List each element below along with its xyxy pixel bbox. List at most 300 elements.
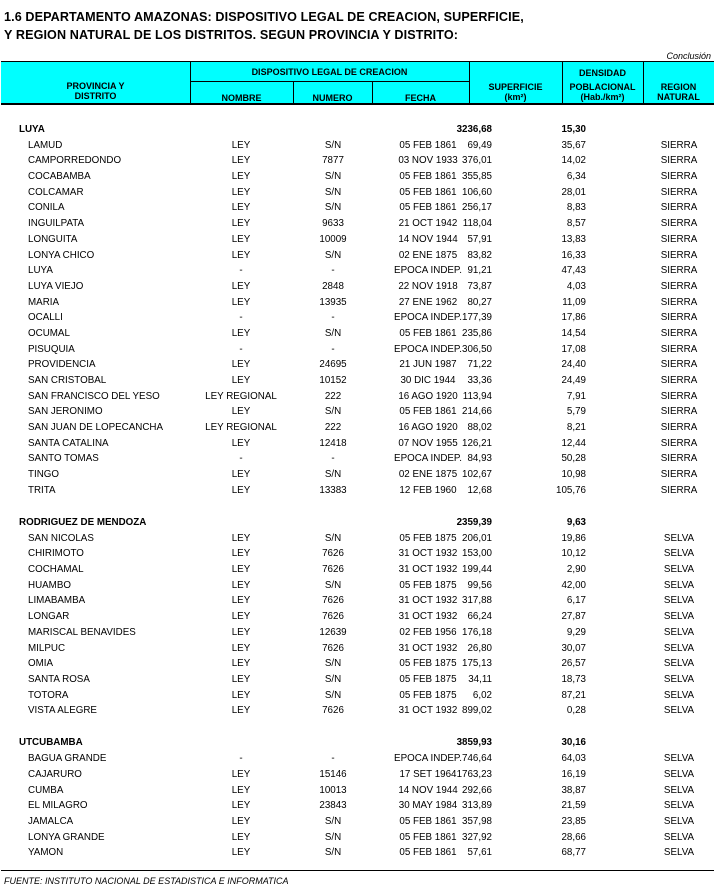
- dispositivo-numero: 24695: [319, 359, 347, 371]
- superficie-value: 153,00: [462, 548, 492, 560]
- dispositivo-fecha: 05 FEB 1861: [399, 171, 457, 183]
- superficie-value: 177,39: [462, 312, 492, 324]
- table-row: [0, 216, 717, 232]
- dispositivo-nombre: LEY: [231, 847, 251, 859]
- district-name: SANTA CATALINA: [28, 437, 109, 449]
- district-name: HUAMBO: [28, 579, 72, 591]
- region-value: SELVA: [663, 784, 695, 796]
- densidad-value: 28,66: [561, 831, 586, 843]
- dispositivo-nombre: LEY: [231, 831, 251, 843]
- densidad-value: 5,79: [566, 406, 586, 418]
- dispositivo-fecha: EPOCA INDEP.: [394, 265, 462, 277]
- densidad-value: 23,85: [561, 815, 586, 827]
- district-name: LONYA GRANDE: [28, 831, 105, 843]
- dispositivo-fecha: 31 OCT 1932: [398, 548, 458, 560]
- dispositivo-nombre: LEY: [231, 626, 251, 638]
- dispositivo-numero: 13383: [319, 484, 347, 496]
- densidad-value: 47,43: [561, 265, 586, 277]
- dispositivo-fecha: 14 NOV 1944: [398, 233, 458, 245]
- source-footer: FUENTE: INSTITUTO NACIONAL DE ESTADISTICA E INFORMATICA: [4, 876, 289, 886]
- dispositivo-nombre: LEY: [231, 375, 251, 386]
- densidad-value: 18,73: [561, 673, 586, 685]
- dispositivo-numero: S/N: [324, 406, 342, 418]
- dispositivo-nombre: LEY: [231, 579, 251, 591]
- dispositivo-nombre: LEY: [231, 800, 251, 812]
- densidad-value: 8,57: [566, 218, 586, 230]
- table-row: [0, 641, 717, 657]
- densidad-value: 12,44: [561, 437, 586, 449]
- table-row: [0, 138, 717, 154]
- district-name: CUMBA: [28, 784, 64, 796]
- table-row: [0, 625, 717, 641]
- densidad-value: 87,21: [561, 689, 586, 701]
- dispositivo-numero: S/N: [324, 469, 342, 481]
- superficie-value: 317,88: [462, 595, 492, 607]
- table-row: [0, 798, 717, 814]
- table-row: [0, 389, 717, 405]
- district-name: OMIA: [28, 658, 54, 670]
- dispositivo-nombre: LEY: [231, 532, 251, 544]
- dispositivo-numero: S/N: [324, 847, 342, 859]
- densidad-value: 21,59: [561, 800, 586, 812]
- table-row: [0, 688, 717, 704]
- densidad-value: 35,67: [561, 139, 586, 151]
- table-row: [0, 830, 717, 846]
- dispositivo-fecha: EPOCA INDEP.: [394, 753, 462, 765]
- district-name: CONILA: [28, 202, 65, 214]
- district-name: BAGUA GRANDE: [28, 753, 107, 765]
- densidad-value: 105,76: [556, 484, 586, 496]
- dispositivo-fecha: 05 FEB 1875: [399, 689, 457, 701]
- densidad-value: 13,83: [561, 233, 586, 245]
- dispositivo-fecha: 05 FEB 1875: [399, 673, 457, 685]
- province-name: LUYA: [19, 124, 45, 135]
- district-name: SANTA ROSA: [28, 673, 90, 685]
- dispositivo-numero: 7626: [322, 642, 344, 654]
- dispositivo-nombre: LEY: [231, 218, 251, 230]
- district-name: OCUMAL: [28, 327, 70, 339]
- densidad-value: 4,03: [566, 280, 586, 292]
- dispositivo-numero: 10009: [319, 233, 347, 245]
- densidad-value: 19,86: [561, 532, 586, 544]
- superficie-value: 176,18: [462, 626, 492, 638]
- densidad-value: 24,40: [561, 359, 586, 371]
- region-value: SELVA: [663, 658, 695, 670]
- dispositivo-nombre: LEY REGIONAL: [205, 390, 277, 402]
- province-name: UTCUBAMBA: [19, 737, 83, 749]
- dispositivo-fecha: 05 FEB 1861: [399, 815, 457, 827]
- superficie-value: 206,01: [462, 532, 492, 544]
- superficie-value: 69,49: [467, 139, 492, 151]
- dispositivo-nombre: LEY: [231, 784, 251, 796]
- dispositivo-numero: S/N: [324, 689, 342, 701]
- dispositivo-fecha: 05 FEB 1875: [399, 579, 457, 591]
- table-row: [0, 232, 717, 248]
- province-row: [0, 515, 717, 531]
- dispositivo-numero: 7626: [322, 564, 344, 576]
- dispositivo-fecha: 02 FEB 1956: [399, 626, 457, 638]
- table-row: [0, 310, 717, 326]
- region-value: SIERRA: [660, 312, 698, 324]
- dispositivo-nombre: -: [239, 343, 243, 355]
- dispositivo-nombre: LEY: [231, 611, 251, 623]
- superficie-value: 80,27: [467, 296, 492, 308]
- table-row: [0, 342, 717, 358]
- region-value: SIERRA: [660, 155, 698, 167]
- dispositivo-fecha: 31 OCT 1932: [398, 564, 458, 576]
- dispositivo-nombre: LEY: [231, 469, 251, 481]
- district-name: JAMALCA: [28, 815, 74, 827]
- superficie-value: 106,60: [462, 186, 492, 198]
- table-row: [0, 578, 717, 594]
- district-name: MARIA: [28, 296, 60, 308]
- dispositivo-fecha: 21 JUN 1987: [399, 359, 457, 371]
- district-name: PROVIDENCIA: [28, 359, 96, 371]
- superficie-value: 84,93: [467, 453, 492, 465]
- superficie-value: 91,21: [467, 265, 492, 277]
- header-densidad: [562, 68, 643, 102]
- district-name: SAN FRANCISCO DEL YESO: [28, 390, 160, 402]
- header-densidad-text: DENSIDAD: [578, 68, 626, 78]
- district-name: LUYA VIEJO: [28, 280, 84, 292]
- superficie-value: 6,02: [472, 689, 492, 701]
- table-row: [0, 169, 717, 185]
- dispositivo-numero: S/N: [324, 579, 342, 591]
- dispositivo-numero: 7626: [322, 548, 344, 560]
- superficie-value: 214,66: [462, 406, 492, 418]
- dispositivo-numero: S/N: [324, 815, 342, 827]
- district-name: SANTO TOMAS: [28, 453, 99, 465]
- dispositivo-nombre: LEY: [231, 595, 251, 607]
- title-line-1: 1.6 DEPARTAMENTO AMAZONAS: DISPOSITIVO LEGAL DE CREACION, SUPERFICIE,: [4, 10, 524, 24]
- densidad-value: 27,87: [561, 611, 586, 623]
- densidad-value: 10,12: [561, 548, 586, 560]
- district-name: TOTORA: [28, 689, 69, 701]
- dispositivo-fecha: 31 OCT 1932: [398, 595, 458, 607]
- header-superficie: [469, 82, 562, 102]
- superficie-value: 313,89: [462, 800, 492, 812]
- footer-divider: [1, 870, 714, 871]
- dispositivo-nombre: -: [239, 753, 243, 765]
- table-row: [0, 531, 717, 547]
- dispositivo-fecha: 30 MAY 1984: [398, 800, 458, 812]
- header-superficie-text: SUPERFICIE: [488, 82, 543, 92]
- superficie-value: 71,22: [467, 359, 492, 371]
- dispositivo-numero: S/N: [324, 327, 342, 339]
- dispositivo-numero: S/N: [324, 673, 342, 685]
- dispositivo-fecha: 03 NOV 1933: [398, 155, 458, 167]
- dispositivo-fecha: 31 OCT 1932: [398, 642, 458, 654]
- dispositivo-nombre: LEY: [231, 689, 251, 701]
- dispositivo-fecha: 05 FEB 1861: [399, 202, 457, 214]
- superficie-value: 256,17: [462, 202, 492, 214]
- region-value: SELVA: [663, 689, 695, 701]
- dispositivo-numero: S/N: [324, 202, 342, 214]
- superficie-value: 99,56: [467, 579, 492, 591]
- table-row: [0, 656, 717, 672]
- dispositivo-fecha: 05 FEB 1875: [399, 532, 457, 544]
- superficie-value: 175,13: [462, 658, 492, 670]
- dispositivo-fecha: 31 OCT 1932: [398, 611, 458, 623]
- superficie-value: 113,94: [462, 390, 492, 402]
- dispositivo-numero: 7626: [322, 595, 344, 607]
- province-superficie: 3859,93: [456, 737, 492, 749]
- dispositivo-numero: -: [331, 265, 335, 277]
- dispositivo-numero: -: [331, 343, 335, 355]
- region-value: SELVA: [663, 705, 695, 717]
- district-name: INGUILPATA: [28, 218, 85, 230]
- dispositivo-fecha: EPOCA INDEP.: [394, 453, 462, 465]
- densidad-value: 7,91: [566, 390, 586, 402]
- region-value: SIERRA: [660, 484, 698, 496]
- dispositivo-nombre: LEY: [231, 327, 251, 339]
- header-provincia-text: PROVINCIA Y: [66, 81, 125, 91]
- superficie-value: 118,04: [462, 218, 492, 230]
- header-distrito-text: DISTRITO: [74, 91, 117, 101]
- province-superficie: 2359,39: [456, 517, 492, 528]
- dispositivo-fecha: 05 FEB 1875: [399, 658, 457, 670]
- densidad-value: 10,98: [561, 469, 586, 481]
- superficie-value: 327,92: [462, 831, 492, 843]
- dispositivo-nombre: LEY: [231, 437, 251, 449]
- district-name: SAN JUAN DE LOPECANCHA: [28, 422, 164, 434]
- dispositivo-numero: -: [331, 453, 335, 465]
- dispositivo-fecha: 16 AGO 1920: [398, 422, 458, 434]
- densidad-value: 6,34: [566, 171, 586, 183]
- province-densidad: 15,30: [561, 124, 586, 135]
- dispositivo-numero: 13935: [319, 296, 347, 308]
- table-row: [0, 562, 717, 578]
- district-name: CAMPORREDONDO: [28, 155, 122, 167]
- region-value: SELVA: [663, 753, 695, 765]
- district-name: LONGUITA: [28, 233, 78, 245]
- district-name: CAJARURO: [28, 768, 82, 780]
- dispositivo-numero: -: [331, 312, 335, 324]
- district-name: LIMABAMBA: [28, 595, 86, 607]
- district-name: MARISCAL BENAVIDES: [28, 626, 136, 638]
- table-row: [0, 436, 717, 452]
- dispositivo-fecha: 31 OCT 1932: [398, 705, 458, 717]
- dispositivo-numero: 7626: [322, 611, 344, 623]
- superficie-value: 357,98: [462, 815, 492, 827]
- region-value: SELVA: [663, 548, 695, 560]
- district-name: SAN CRISTOBAL: [28, 375, 107, 386]
- region-value: SIERRA: [660, 171, 698, 183]
- superficie-value: 26,80: [467, 642, 492, 654]
- superficie-value: 57,91: [467, 233, 492, 245]
- dispositivo-fecha: 12 FEB 1960: [399, 484, 457, 496]
- dispositivo-nombre: LEY: [231, 171, 251, 183]
- densidad-value: 68,77: [561, 847, 586, 859]
- table-row: [0, 200, 717, 216]
- continuation-note: Conclusión: [666, 51, 711, 61]
- table-row: [0, 783, 717, 799]
- densidad-value: 14,02: [561, 155, 586, 167]
- superficie-value: 66,24: [467, 611, 492, 623]
- densidad-value: 28,01: [561, 186, 586, 198]
- dispositivo-nombre: LEY: [231, 155, 251, 167]
- region-value: SELVA: [663, 595, 695, 607]
- dispositivo-numero: 12418: [319, 437, 347, 449]
- region-value: SIERRA: [660, 375, 698, 386]
- dispositivo-nombre: LEY: [231, 768, 251, 780]
- region-value: SIERRA: [660, 422, 698, 434]
- dispositivo-fecha: 21 OCT 1942: [398, 218, 458, 230]
- dispositivo-nombre: LEY: [231, 186, 251, 198]
- superficie-value: 34,11: [468, 673, 492, 685]
- header-dispositivo: DISPOSITIVO LEGAL DE CREACION: [251, 67, 408, 77]
- dispositivo-fecha: 16 AGO 1920: [398, 390, 458, 402]
- region-value: SIERRA: [660, 139, 698, 151]
- district-name: COCHAMAL: [28, 564, 84, 576]
- densidad-value: 9,29: [566, 626, 586, 638]
- dispositivo-numero: S/N: [324, 186, 342, 198]
- table-row: [0, 814, 717, 830]
- dispositivo-fecha: 05 FEB 1861: [399, 831, 457, 843]
- dispositivo-nombre: LEY: [231, 705, 251, 717]
- region-value: SELVA: [663, 626, 695, 638]
- superficie-value: 12,68: [467, 484, 492, 496]
- district-name: COLCAMAR: [28, 186, 84, 198]
- superficie-value: 73,87: [467, 280, 492, 292]
- page-title: [4, 8, 704, 44]
- spacer-row: [0, 499, 717, 516]
- region-value: SIERRA: [660, 218, 698, 230]
- densidad-value: 17,08: [561, 343, 586, 355]
- region-value: SELVA: [663, 532, 695, 544]
- densidad-value: 17,86: [561, 312, 586, 324]
- region-value: SELVA: [663, 768, 695, 780]
- dispositivo-numero: 10152: [319, 375, 347, 386]
- densidad-value: 8,83: [566, 202, 586, 214]
- province-row: [0, 122, 717, 138]
- dispositivo-fecha: 05 FEB 1861: [399, 186, 457, 198]
- densidad-value: 0,28: [566, 705, 586, 717]
- table-row: [0, 751, 717, 767]
- header-fecha: FECHA: [405, 93, 436, 103]
- dispositivo-nombre: LEY: [231, 359, 251, 371]
- dispositivo-nombre: -: [239, 312, 243, 324]
- dispositivo-fecha: 22 NOV 1918: [398, 280, 458, 292]
- densidad-value: 16,19: [561, 768, 586, 780]
- dispositivo-numero: S/N: [324, 658, 342, 670]
- densidad-value: 24,49: [561, 375, 586, 386]
- table-row: [0, 593, 717, 609]
- region-value: SELVA: [663, 673, 695, 685]
- superficie-value: 235,86: [462, 327, 492, 339]
- dispositivo-nombre: LEY: [231, 406, 251, 418]
- dispositivo-numero: S/N: [324, 532, 342, 544]
- dispositivo-numero: 222: [324, 390, 342, 402]
- dispositivo-nombre: LEY: [231, 233, 251, 245]
- dispositivo-fecha: EPOCA INDEP.: [394, 312, 462, 324]
- region-value: SIERRA: [660, 343, 698, 355]
- region-value: SELVA: [663, 847, 695, 859]
- district-name: PISUQUIA: [28, 343, 75, 355]
- table-row: [0, 326, 717, 342]
- region-value: SIERRA: [660, 186, 698, 198]
- table-row: [0, 357, 717, 373]
- district-name: EL MILAGRO: [28, 800, 88, 812]
- dispositivo-nombre: LEY: [231, 564, 251, 576]
- superficie-value: 306,50: [462, 343, 492, 355]
- dispositivo-fecha: 14 NOV 1944: [398, 784, 458, 796]
- table-row: [0, 153, 717, 169]
- dispositivo-numero: -: [331, 753, 335, 765]
- region-value: SIERRA: [660, 453, 698, 465]
- dispositivo-nombre: LEY: [231, 673, 251, 685]
- densidad-value: 50,28: [561, 453, 586, 465]
- dispositivo-numero: 15146: [319, 768, 347, 780]
- densidad-value: 30,07: [561, 642, 586, 654]
- dispositivo-fecha: 02 ENE 1875: [398, 249, 458, 261]
- table-body: [0, 122, 717, 861]
- header-provincia: [1, 81, 190, 101]
- district-name: SAN JERONIMO: [28, 406, 103, 418]
- dispositivo-numero: S/N: [324, 249, 342, 261]
- table-row: [0, 373, 717, 389]
- region-value: SIERRA: [660, 265, 698, 277]
- superficie-value: 126,21: [462, 437, 492, 449]
- district-name: LONYA CHICO: [28, 249, 95, 261]
- dispositivo-fecha: 07 NOV 1955: [398, 437, 458, 449]
- region-value: SELVA: [663, 564, 695, 576]
- region-value: SIERRA: [660, 437, 698, 449]
- densidad-value: 26,57: [561, 658, 586, 670]
- district-name: VISTA ALEGRE: [28, 705, 97, 717]
- dispositivo-fecha: 05 FEB 1861: [399, 847, 457, 859]
- region-value: SELVA: [663, 579, 695, 591]
- dispositivo-fecha: 05 FEB 1861: [399, 139, 457, 151]
- region-value: SIERRA: [660, 202, 698, 214]
- dispositivo-numero: 2848: [322, 280, 344, 292]
- superficie-value: 899,02: [462, 705, 492, 717]
- region-value: SIERRA: [660, 296, 698, 308]
- table-row: [0, 279, 717, 295]
- densidad-value: 42,00: [561, 579, 586, 591]
- dispositivo-nombre: LEY: [231, 249, 251, 261]
- table-row: [0, 263, 717, 279]
- dispositivo-fecha: 02 ENE 1875: [398, 469, 458, 481]
- table-header: [1, 61, 714, 105]
- superficie-value: 355,85: [462, 171, 492, 183]
- dispositivo-nombre: LEY: [231, 815, 251, 827]
- table-row: [0, 420, 717, 436]
- province-name: RODRIGUEZ DE MENDOZA: [19, 517, 147, 528]
- province-superficie: 3236,68: [456, 124, 492, 135]
- table-row: [0, 295, 717, 311]
- district-name: MILPUC: [28, 642, 66, 654]
- dispositivo-nombre: LEY: [231, 484, 251, 496]
- region-value: SELVA: [663, 800, 695, 812]
- district-name: LUYA: [28, 265, 53, 277]
- dispositivo-nombre: LEY: [231, 548, 251, 560]
- dispositivo-fecha: EPOCA INDEP.: [394, 343, 462, 355]
- dispositivo-fecha: 05 FEB 1861: [399, 406, 457, 418]
- dispositivo-fecha: 05 FEB 1861: [399, 327, 457, 339]
- table-row: [0, 703, 717, 719]
- table-row: [0, 672, 717, 688]
- superficie-value: 33,36: [467, 375, 492, 386]
- dispositivo-numero: 7877: [322, 155, 344, 167]
- header-region: [643, 82, 714, 102]
- superficie-value: 292,66: [462, 784, 492, 796]
- table-row: [0, 483, 717, 499]
- dispositivo-numero: 7626: [322, 705, 344, 717]
- dispositivo-numero: S/N: [324, 171, 342, 183]
- superficie-value: 83,82: [467, 249, 492, 261]
- table-row: [0, 546, 717, 562]
